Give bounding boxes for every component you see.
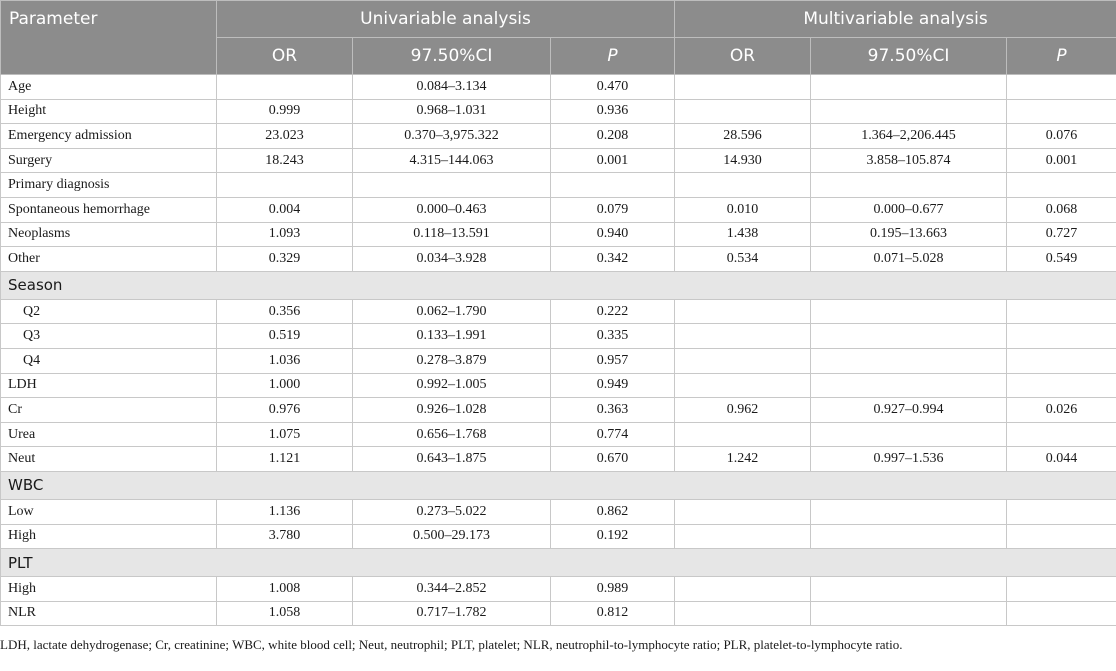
row-label: LDH	[1, 373, 217, 398]
cell-univariable-ci: 0.717–1.782	[353, 601, 551, 626]
cell-multivariable-p: 0.026	[1007, 398, 1116, 423]
row-label: High	[1, 577, 217, 602]
header-multivariable-or: OR	[675, 38, 811, 75]
cell-univariable-or: 1.093	[217, 222, 353, 247]
cell-multivariable-ci	[811, 173, 1007, 198]
cell-multivariable-or: 0.962	[675, 398, 811, 423]
row-label: Urea	[1, 422, 217, 447]
cell-univariable-or: 1.058	[217, 601, 353, 626]
table-body	[1, 75, 1116, 626]
table-footnote: LDH, lactate dehydrogenase; Cr, creatinine; WBC, white blood cell; Neut, neutrophil; PLT, platelet; NLR, neutrophil-to-lymphocyte ratio; PLR, platelet-to-lymphocyte ratio.	[0, 637, 903, 653]
cell-univariable-ci: 0.133–1.991	[353, 324, 551, 349]
cell-univariable-or: 0.519	[217, 324, 353, 349]
row-label: Q3	[1, 324, 217, 349]
row-label: Other	[1, 247, 217, 272]
cell-multivariable-or	[675, 324, 811, 349]
cell-multivariable-p	[1007, 373, 1116, 398]
cell-multivariable-p: 0.001	[1007, 148, 1116, 173]
cell-multivariable-or: 14.930	[675, 148, 811, 173]
cell-univariable-p: 0.989	[551, 577, 675, 602]
cell-univariable-p: 0.208	[551, 124, 675, 149]
group-header-row	[1, 471, 1116, 499]
group-header-row	[1, 271, 1116, 299]
row-label: Spontaneous hemorrhage	[1, 197, 217, 222]
cell-multivariable-ci: 0.997–1.536	[811, 447, 1007, 472]
cell-univariable-or	[217, 75, 353, 100]
row-label: Surgery	[1, 148, 217, 173]
cell-univariable-ci: 0.118–13.591	[353, 222, 551, 247]
cell-multivariable-ci: 0.195–13.663	[811, 222, 1007, 247]
cell-univariable-p: 0.363	[551, 398, 675, 423]
header-univariable-p: P	[551, 38, 675, 75]
table-row	[1, 447, 1116, 472]
header-univariable: Univariable analysis	[217, 1, 675, 38]
table-row	[1, 373, 1116, 398]
cell-univariable-p: 0.812	[551, 601, 675, 626]
cell-univariable-p: 0.001	[551, 148, 675, 173]
table-row	[1, 601, 1116, 626]
cell-univariable-p: 0.335	[551, 324, 675, 349]
cell-univariable-or: 0.999	[217, 99, 353, 124]
cell-univariable-ci: 0.992–1.005	[353, 373, 551, 398]
cell-multivariable-ci: 0.000–0.677	[811, 197, 1007, 222]
cell-univariable-ci: 0.034–3.928	[353, 247, 551, 272]
cell-univariable-or: 1.036	[217, 348, 353, 373]
cell-univariable-ci: 0.656–1.768	[353, 422, 551, 447]
cell-multivariable-or: 1.242	[675, 447, 811, 472]
row-label: NLR	[1, 601, 217, 626]
cell-univariable-p: 0.957	[551, 348, 675, 373]
cell-univariable-p: 0.079	[551, 197, 675, 222]
row-label: Neoplasms	[1, 222, 217, 247]
table-row	[1, 524, 1116, 549]
table-row	[1, 324, 1116, 349]
cell-univariable-ci: 0.500–29.173	[353, 524, 551, 549]
cell-multivariable-or	[675, 75, 811, 100]
cell-multivariable-p	[1007, 173, 1116, 198]
row-label: Low	[1, 499, 217, 524]
table-row	[1, 99, 1116, 124]
cell-multivariable-p	[1007, 324, 1116, 349]
cell-univariable-or: 3.780	[217, 524, 353, 549]
cell-multivariable-ci	[811, 524, 1007, 549]
table-row	[1, 348, 1116, 373]
cell-multivariable-ci: 1.364–2,206.445	[811, 124, 1007, 149]
cell-multivariable-p: 0.076	[1007, 124, 1116, 149]
row-label: Cr	[1, 398, 217, 423]
table-row	[1, 148, 1116, 173]
cell-univariable-p: 0.342	[551, 247, 675, 272]
row-label: Height	[1, 99, 217, 124]
cell-multivariable-or: 0.010	[675, 197, 811, 222]
cell-univariable-p: 0.940	[551, 222, 675, 247]
header-multivariable: Multivariable analysis	[675, 1, 1116, 38]
cell-multivariable-p	[1007, 524, 1116, 549]
cell-univariable-ci: 0.062–1.790	[353, 299, 551, 324]
table-row	[1, 299, 1116, 324]
cell-univariable-or: 1.075	[217, 422, 353, 447]
cell-multivariable-ci: 3.858–105.874	[811, 148, 1007, 173]
cell-univariable-p: 0.470	[551, 75, 675, 100]
cell-multivariable-ci: 0.927–0.994	[811, 398, 1007, 423]
table-row	[1, 222, 1116, 247]
header-univariable-or: OR	[217, 38, 353, 75]
cell-univariable-ci: 0.084–3.134	[353, 75, 551, 100]
row-label: Emergency admission	[1, 124, 217, 149]
table-row	[1, 124, 1116, 149]
cell-univariable-ci: 0.968–1.031	[353, 99, 551, 124]
cell-univariable-or: 0.356	[217, 299, 353, 324]
cell-univariable-or	[217, 173, 353, 198]
cell-multivariable-ci	[811, 75, 1007, 100]
cell-univariable-p: 0.936	[551, 99, 675, 124]
group-header-row	[1, 549, 1116, 577]
header-multivariable-p: P	[1007, 38, 1116, 75]
cell-multivariable-p	[1007, 601, 1116, 626]
cell-multivariable-or	[675, 348, 811, 373]
cell-univariable-or: 1.121	[217, 447, 353, 472]
cell-multivariable-ci	[811, 373, 1007, 398]
table-header	[1, 1, 1116, 75]
row-label: Primary diagnosis	[1, 173, 217, 198]
cell-univariable-ci: 0.000–0.463	[353, 197, 551, 222]
cell-multivariable-p	[1007, 577, 1116, 602]
cell-univariable-p: 0.222	[551, 299, 675, 324]
cell-univariable-ci: 0.370–3,975.322	[353, 124, 551, 149]
cell-univariable-ci: 0.926–1.028	[353, 398, 551, 423]
cell-multivariable-ci	[811, 324, 1007, 349]
table-row	[1, 422, 1116, 447]
cell-multivariable-or	[675, 422, 811, 447]
cell-multivariable-or: 28.596	[675, 124, 811, 149]
header-univariable-ci: 97.50%CI	[353, 38, 551, 75]
cell-univariable-ci: 0.643–1.875	[353, 447, 551, 472]
row-label: Q2	[1, 299, 217, 324]
cell-multivariable-p	[1007, 99, 1116, 124]
cell-multivariable-or	[675, 173, 811, 198]
header-multivariable-ci: 97.50%CI	[811, 38, 1007, 75]
table-row	[1, 499, 1116, 524]
row-label: Q4	[1, 348, 217, 373]
header-parameter: Parameter	[1, 1, 217, 75]
cell-multivariable-or	[675, 373, 811, 398]
cell-multivariable-ci	[811, 422, 1007, 447]
cell-univariable-p: 0.862	[551, 499, 675, 524]
cell-univariable-or: 18.243	[217, 148, 353, 173]
cell-multivariable-ci: 0.071–5.028	[811, 247, 1007, 272]
cell-univariable-p: 0.192	[551, 524, 675, 549]
row-label: Neut	[1, 447, 217, 472]
cell-univariable-p	[551, 173, 675, 198]
cell-multivariable-or	[675, 601, 811, 626]
cell-univariable-p: 0.949	[551, 373, 675, 398]
cell-multivariable-or	[675, 299, 811, 324]
cell-univariable-ci: 4.315–144.063	[353, 148, 551, 173]
cell-univariable-ci: 0.273–5.022	[353, 499, 551, 524]
cell-multivariable-or	[675, 499, 811, 524]
cell-multivariable-ci	[811, 299, 1007, 324]
cell-univariable-or: 1.136	[217, 499, 353, 524]
cell-multivariable-or	[675, 524, 811, 549]
cell-univariable-or: 0.976	[217, 398, 353, 423]
table-row	[1, 577, 1116, 602]
cell-multivariable-or	[675, 99, 811, 124]
cell-multivariable-p: 0.727	[1007, 222, 1116, 247]
table-row	[1, 247, 1116, 272]
cell-multivariable-ci	[811, 499, 1007, 524]
cell-multivariable-p	[1007, 348, 1116, 373]
cell-multivariable-p	[1007, 299, 1116, 324]
cell-univariable-ci: 0.344–2.852	[353, 577, 551, 602]
cell-multivariable-p: 0.549	[1007, 247, 1116, 272]
row-label: High	[1, 524, 217, 549]
group-label: Season	[1, 271, 1116, 299]
cell-multivariable-ci	[811, 348, 1007, 373]
cell-multivariable-or: 1.438	[675, 222, 811, 247]
group-label: PLT	[1, 549, 1116, 577]
table-row	[1, 398, 1116, 423]
cell-univariable-ci: 0.278–3.879	[353, 348, 551, 373]
cell-univariable-p: 0.774	[551, 422, 675, 447]
cell-univariable-p: 0.670	[551, 447, 675, 472]
cell-multivariable-or	[675, 577, 811, 602]
cell-univariable-ci	[353, 173, 551, 198]
cell-univariable-or: 0.329	[217, 247, 353, 272]
row-label: Age	[1, 75, 217, 100]
table-row	[1, 75, 1116, 100]
cell-multivariable-p: 0.044	[1007, 447, 1116, 472]
group-label: WBC	[1, 471, 1116, 499]
cell-univariable-or: 1.000	[217, 373, 353, 398]
cell-univariable-or: 0.004	[217, 197, 353, 222]
cell-univariable-or: 1.008	[217, 577, 353, 602]
cell-univariable-or: 23.023	[217, 124, 353, 149]
cell-multivariable-ci	[811, 601, 1007, 626]
cell-multivariable-p: 0.068	[1007, 197, 1116, 222]
table-row	[1, 197, 1116, 222]
cell-multivariable-ci	[811, 577, 1007, 602]
cell-multivariable-p	[1007, 422, 1116, 447]
cell-multivariable-or: 0.534	[675, 247, 811, 272]
cell-multivariable-ci	[811, 99, 1007, 124]
table-row	[1, 173, 1116, 198]
cell-multivariable-p	[1007, 499, 1116, 524]
cell-multivariable-p	[1007, 75, 1116, 100]
